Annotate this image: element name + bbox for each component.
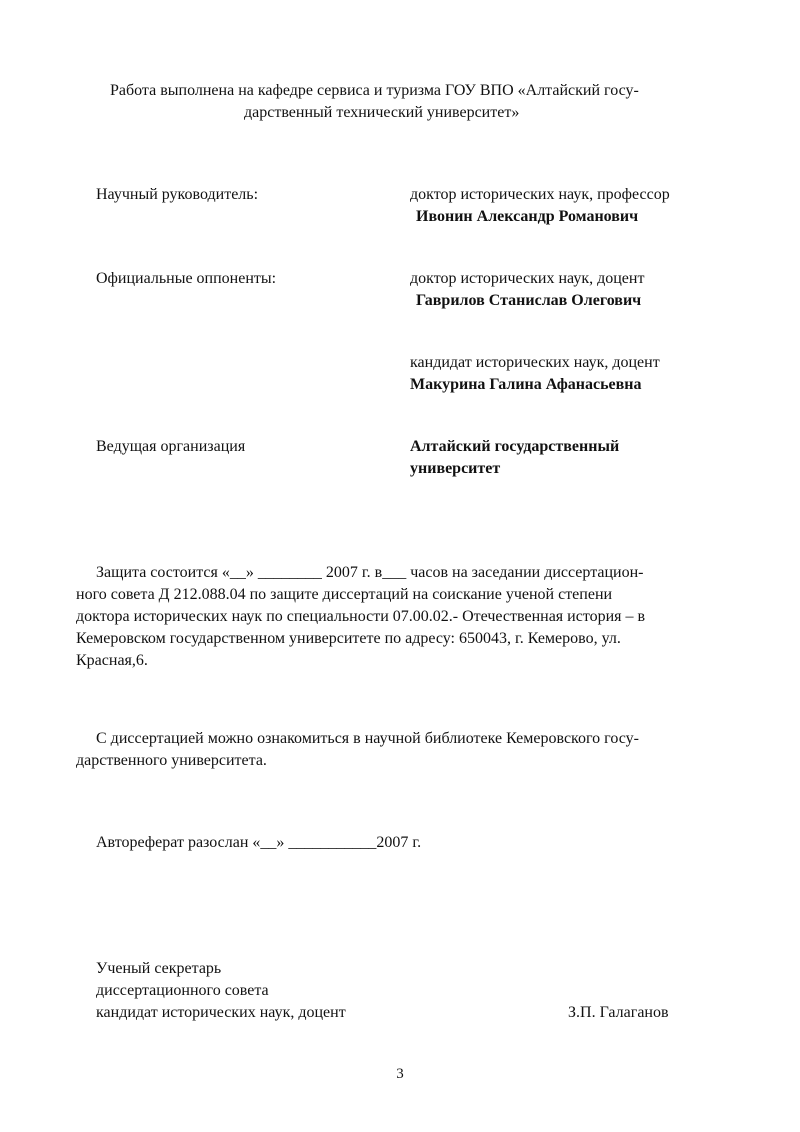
lead-org-label: Ведущая организация (96, 438, 246, 455)
opponents-label: Официальные оппоненты: (96, 270, 277, 287)
secretary-title-line-2: диссертационного совета (96, 982, 269, 999)
supervisor-degree: доктор исторических наук, профессор (410, 186, 670, 203)
defense-line-5: Красная,6. (76, 652, 148, 669)
opponent-2-degree: кандидат исторических наук, доцент (410, 354, 660, 371)
header-line-2: дарственный технический университет» (244, 104, 520, 121)
secretary-name: З.П. Галаганов (568, 1004, 669, 1021)
opponent-1-degree: доктор исторических наук, доцент (410, 270, 645, 287)
library-line-1: С диссертацией можно ознакомиться в научной библиотеке Кемеровского госу- (96, 730, 639, 747)
secretary-title-line-1: Ученый секретарь (96, 960, 222, 977)
lead-org-name-line-1: Алтайский государственный (410, 438, 620, 455)
defense-line-1: Защита состоится «__» ________ 2007 г. в___ часов на заседании диссертацион- (96, 564, 644, 581)
defense-line-4: Кемеровском государственном университете по адресу: 650043, г. Кемерово, ул. (76, 630, 621, 647)
supervisor-label: Научный руководитель: (96, 186, 259, 203)
page-number: 3 (396, 1066, 404, 1082)
secretary-title-line-3: кандидат исторических наук, доцент (96, 1004, 346, 1021)
opponent-1-name: Гаврилов Станислав Олегович (416, 292, 642, 309)
abstract-mailed-line: Автореферат разослан «__» ___________2007 г. (96, 834, 422, 851)
opponent-2-name: Макурина Галина Афанасьевна (410, 376, 642, 393)
supervisor-name: Ивонин Александр Романович (416, 208, 639, 225)
defense-line-3: доктора исторических наук по специальности 07.00.02.- Отечественная история – в (76, 608, 646, 625)
header-line-1: Работа выполнена на кафедре сервиса и туризма ГОУ ВПО «Алтайский госу- (110, 82, 639, 99)
defense-line-2: ного совета Д 212.088.04 по защите диссертаций на соискание ученой степени (76, 586, 613, 603)
lead-org-name-line-2: университет (410, 460, 501, 477)
library-line-2: дарственного университета. (76, 752, 267, 769)
